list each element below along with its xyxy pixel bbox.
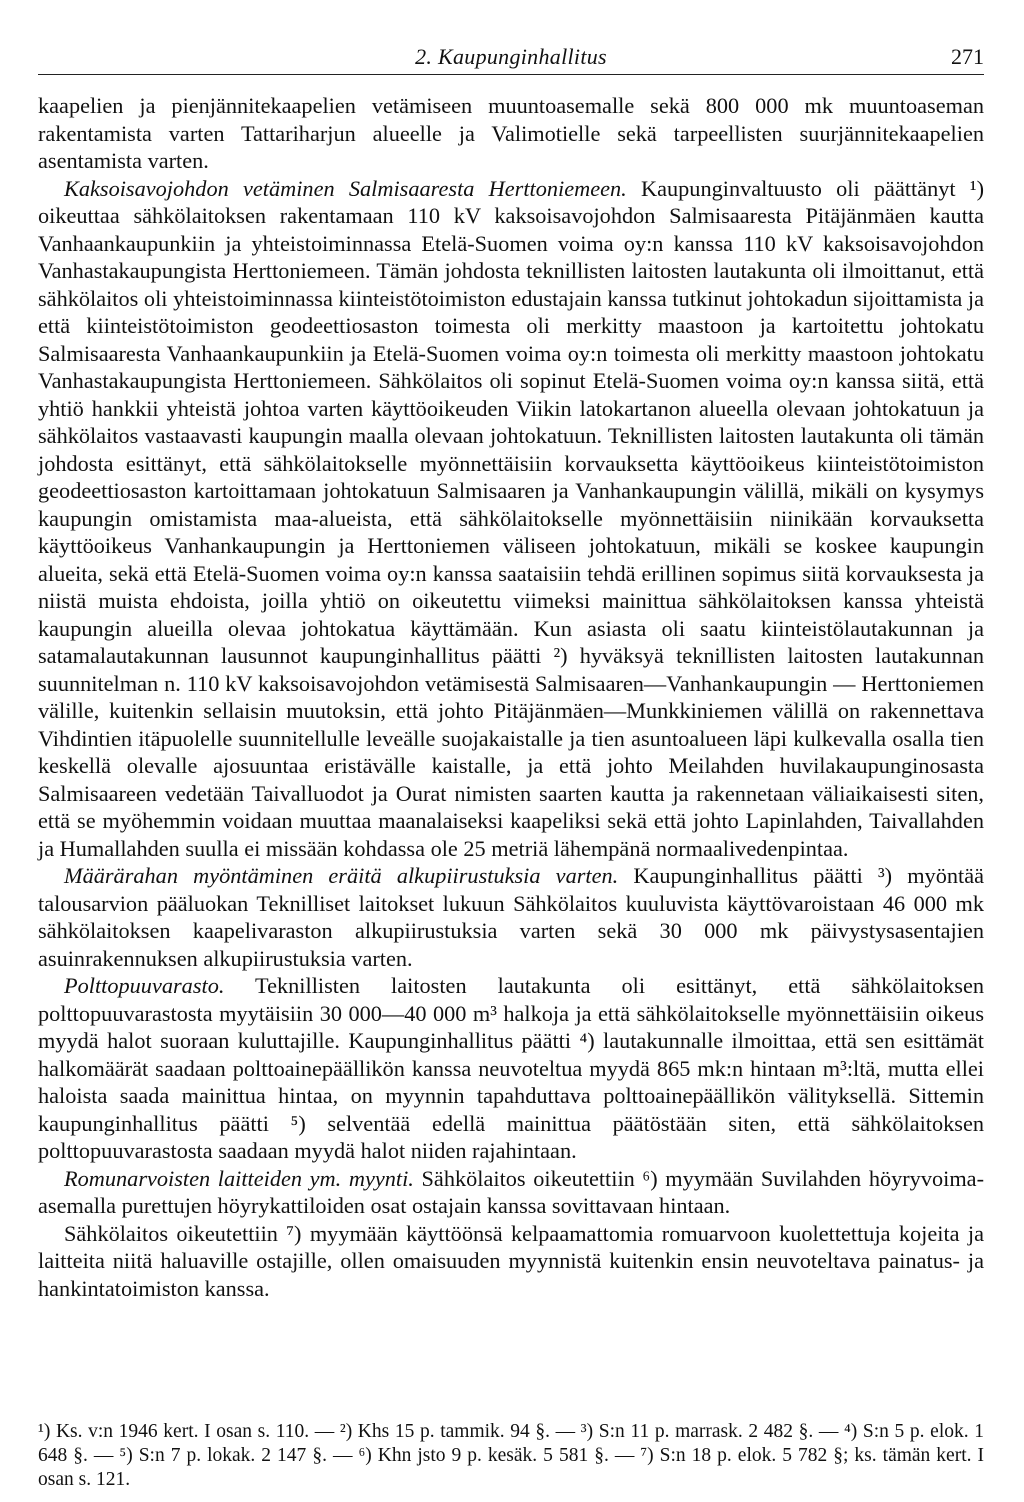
paragraph-3 bbox=[38, 862, 984, 972]
paragraph-text: Kaupunginvaltuusto oli päättänyt ¹) oikeuttaa sähkölaitoksen rakentamaan 110 kV kaksoisavojohdon Salmisaaresta Pitäjänmäen kautta Vanhaankaupunkiin ja yhteistoiminnassa Etelä-Suomen voima oy:n kanssa 110 kV kaksoisavojohdon Vanhastakaupungista Herttoniemeen. Tämän johdosta teknillisten laitosten lautakunta oli ilmoittanut, että sähkölaitos oli yhteistoiminnassa kiinteistötoimiston edustajain kanssa tutkinut johtokadun sijoittamista ja että kiinteistötoimiston geodeettiosaston toimesta oli merkitty maastoon ja kartoitettu johtokatu Salmisaaresta Vanhaankaupunkiin ja Etelä-Suomen voima oy:n toimesta oli merkitty maastoon johtokatu Vanhastakaupungista Herttoniemeen. Sähkölaitos oli sopinut Etelä-Suomen voima oy:n kanssa siitä, että yhtiö hankkii yhteistä johtoa varten käyttöoikeuden Viikin latokartanon alueella olevaan johtokatuun ja sähkölaitos vastaavasti kaupungin maalla olevaan johtokatuun. Teknillisten laitosten lautakunta oli tämän johdosta esittänyt, että sähkölaitokselle myönnettäisiin korvauksetta käyttöoikeus kiinteistötoimiston geodeettiosaston kartoittamaan johtokatuun Salmisaaren ja Vanhankaupungin välillä, mikäli on kysymys kaupungin omistamista maa-alueista, että sähkölaitokselle myönnettäisiin niinikään korvauksetta käyttöoikeus Vanhankaupungin ja Herttoniemen väliseen johtokatuun, mikäli se koskee kaupungin alueita, sekä että Etelä-Suomen voima oy:n kanssa saataisiin tehdä erillinen sopimus siitä korvauksesta ja niistä muista ehdoista, joilla yhtiö on oikeutettu viimeksi mainittua sähkölaitoksen kanssa yhteistä kaupungin alueilla olevaa johtokatua käyttämään. Kun asiasta oli saatu kiinteistölautakunnan ja satamalautakunnan lausunnot kaupunginhallitus päätti ²) hyväksyä teknillisten laitosten lautakunnan suunnitelman n. 110 kV kaksoisavojohdon vetämisestä Salmisaaren—Vanhankaupungin — Herttoniemen välille, kuitenkin sellaisin muutoksin, että johto Pitäjänmäen—Munkkiniemen välillä on rakennettava Vihdintien itäpuolelle suunnitellulle leveälle suojakaistalle ja tien asuntoalueen läpi kulkevalla osalla tien keskellä olevalle ajosuuntaa eristävälle kaistalle, ja että johto Meilahden huvilakaupunginosasta Salmisaareen vedetään Taivalluodot ja Ourat nimisten saarten kautta ja rakennetaan väliaikaisesti siten, että se myöhemmin voidaan muuttaa maanalaiseksi kaapeliksi sekä että johto Lapinlahden, Taivallahden ja Humallahden suulla ei missään kohdassa ole 25 metriä lähempänä normaalivedenpintaa. bbox=[38, 175, 984, 861]
page-number: 271 bbox=[951, 44, 984, 69]
paragraph-2 bbox=[38, 175, 984, 863]
paragraph-text: Teknillisten laitosten lautakunta oli esittänyt, että sähkölaitoksen polttopuuvarastosta myytäisiin 30 000—40 000 m³ halkoja ja että sähkölaitokselle myönnettäisiin oikeus myydä halot suoraan kuluttajille. Kaupunginhallitus päätti ⁴) lautakunnalle ilmoittaa, että sen esittämät halkomäärät saadaan polttoainepäällikön kanssa neuvoteltua myydä 865 mk:n hintaan m³:ltä, mutta ellei haloista saada mainittua hintaa, on myynnin tapahduttava polttoainepäällikön välityksellä. Sittemin kaupunginhallitus päätti ⁵) selventää edellä mainittua päätöstään siten, että sähkölaitoksen polttopuuvarastosta saadaan myydä halot niiden rajahintaan. bbox=[38, 973, 984, 1163]
section-heading: Kaksoisavojohdon vetäminen Salmisaaresta Herttoniemeen. bbox=[64, 175, 627, 201]
paragraph-4 bbox=[38, 972, 984, 1165]
running-header bbox=[38, 44, 984, 75]
header-title: 2. Kaupunginhallitus bbox=[415, 44, 607, 69]
section-heading: Määrärahan myöntäminen eräitä alkupiirustuksia varten. bbox=[64, 863, 619, 888]
section-heading: Polttopuuvarasto. bbox=[64, 973, 225, 998]
paragraph-text: Kaupunginhallitus päätti ³) myöntää talousarvion pääluokan Teknilliset laitokset lukuun Sähkölaitos kuuluvista käyttövaroistaan 46 000 mk sähkölaitoksen kaapelivaraston alkupiirustuksia varten sekä 30 000 mk päivystysasentajien asuinrakennuksen alkupiirustuksia varten. bbox=[38, 863, 984, 971]
paragraph-text: Sähkölaitos oikeutettiin ⁶) myymään Suvilahden höyryvoima-asemalla purettujen höyrykattiloiden osat ostajain kanssa sovittavaan hintaan. bbox=[38, 1165, 984, 1218]
paragraph-1: kaapelien ja pienjännitekaapelien vetämiseen muuntoasemalle sekä 800 000 mk muuntoaseman rakentamista varten Tattariharjun alueelle ja Valimotielle sekä tarpeellisten suurjännitekaapelien asentamista varten. bbox=[38, 93, 984, 173]
footnotes bbox=[38, 1420, 984, 1492]
footnote-text: ¹) Ks. v:n 1946 kert. I osan s. 110. — ²) Khs 15 p. tammik. 94 §. — ³) S:n 11 p. marrask. 2 482 §. — ⁴) S:n 5 p. elok. 1 648 §. — ⁵) S:n 7 p. lokak. 2 147 §. — ⁶) Khn jsto 9 p. kesäk. 5 581 §. — ⁷) S:n 18 p. elok. 5 782 §; ks. tämän kert. I osan s. 121. bbox=[38, 1421, 984, 1490]
paragraph-5 bbox=[38, 1165, 984, 1220]
section-heading: Romunarvoisten laitteiden ym. myynti. bbox=[64, 1165, 414, 1191]
body-text bbox=[38, 92, 984, 1302]
paragraph-6: Sähkölaitos oikeutettiin ⁷) myymään käyttöönsä kelpaamattomia romuarvoon kuolettettuja kojeita ja laitteita niitä haluaville ostajille, ollen omaisuuden myynnistä kuitenkin ensin neuvoteltava painatus- ja hankintatoimiston kanssa. bbox=[38, 1220, 984, 1301]
